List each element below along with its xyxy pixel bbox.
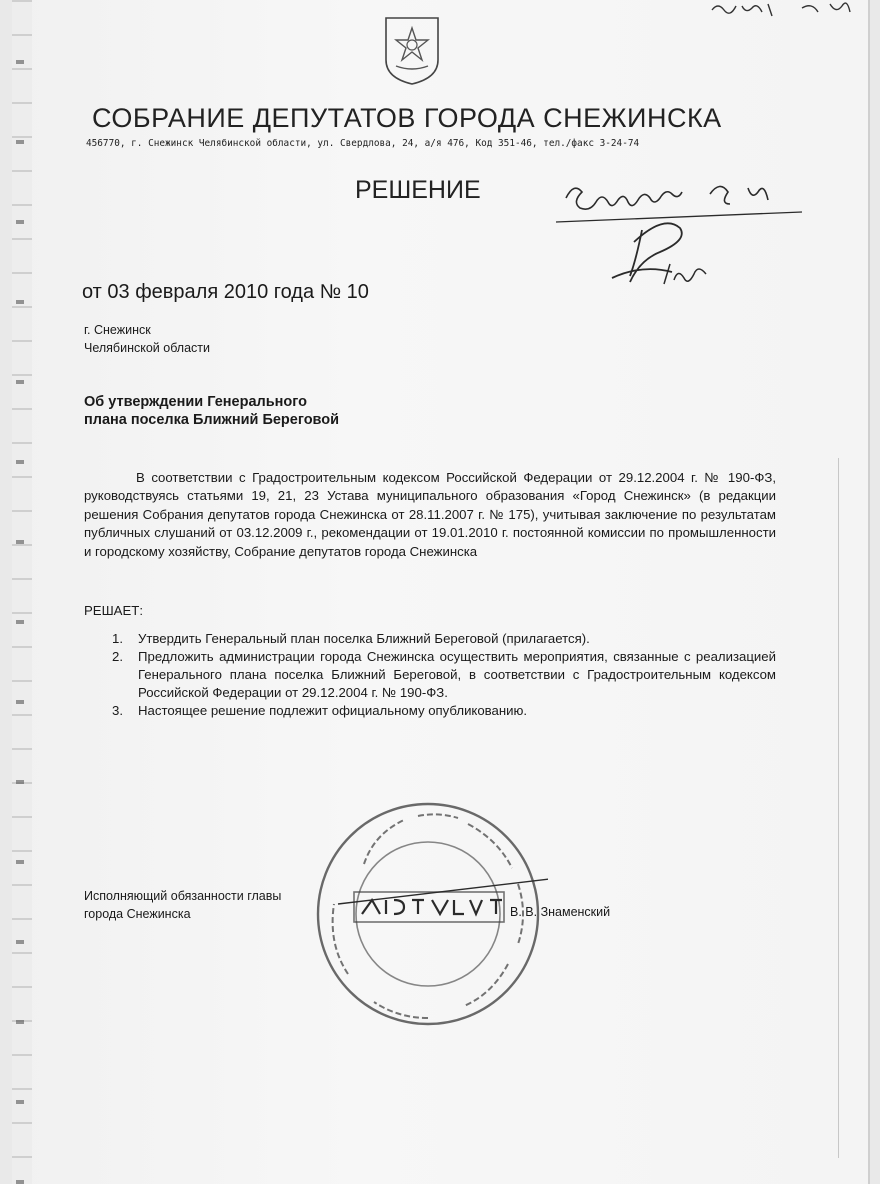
position-line-2: города Снежинска [84,907,191,921]
decision-items-list [112,630,776,720]
page-edge [868,0,870,1184]
item-number: 1. [112,631,123,646]
item-text: Предложить администрации города Снежинска осуществить мероприятия, связанные с реализацией Генерального плана поселка Ближний Береговой, в соответствии с Градостроительным кодексом Российской Федерации от 29.12.2004 г. № 190-ФЗ. [138,649,776,700]
list-item [112,648,776,702]
item-text: Утвердить Генеральный план поселка Ближний Береговой (прилагается). [138,631,590,646]
item-number: 3. [112,703,123,718]
fold-line [838,458,839,1158]
list-item [112,702,776,720]
subject-line-1: Об утверждении Генерального [84,394,307,410]
decision-subject [84,393,339,429]
corner-handwriting [702,0,870,24]
decision-date-number: от 03 февраля 2010 года № 10 [82,281,369,303]
document-page [12,0,870,1184]
item-number: 2. [112,649,123,664]
coat-of-arms-icon [382,14,442,88]
city-line: г. Снежинск [84,323,151,337]
binding-holes [16,0,24,1184]
doc-type-heading: РЕШЕНИЕ [355,176,481,204]
region-line: Челябинской области [84,341,210,355]
item-text: Настоящее решение подлежит официальному опубликованию. [138,703,528,718]
signatory-name: В. В. Знаменский [510,905,611,919]
org-address: 456770, г. Снежинск Челябинской области, ул. Свердлова, 24, а/я 476, Код 351-46, тел./факс 3-24-74 [86,138,640,149]
list-item [112,630,776,648]
preamble-paragraph: В соответствии с Градостроительным кодексом Российской Федерации от 29.12.2004 г. № 190-ФЗ, руководствуясь статьями 19, 21, 23 Устава муниципального образования «Город Снежинск» (в редакции решения Собрания депутатов города Снежинска от 28.11.2007 г. № 175), учитывая заключение по результатам публичных слушаний от 03.12.2009 г., рекомендации от 19.01.2010 г. постоянной комиссии по промышленности и городскому хозяйству, Собрание депутатов города Снежинска [84,470,776,559]
subject-line-2: плана поселка Ближний Береговой [84,412,340,428]
position-line-1: Исполняющий обязанности главы [84,889,282,903]
handwritten-note [552,168,812,308]
org-title: СОБРАНИЕ ДЕПУТАТОВ ГОРОДА СНЕЖИНСКА [92,103,722,133]
place-of-issue [84,321,210,357]
signatory-position [84,887,281,923]
resolves-heading: РЕШАЕТ: [84,603,143,618]
